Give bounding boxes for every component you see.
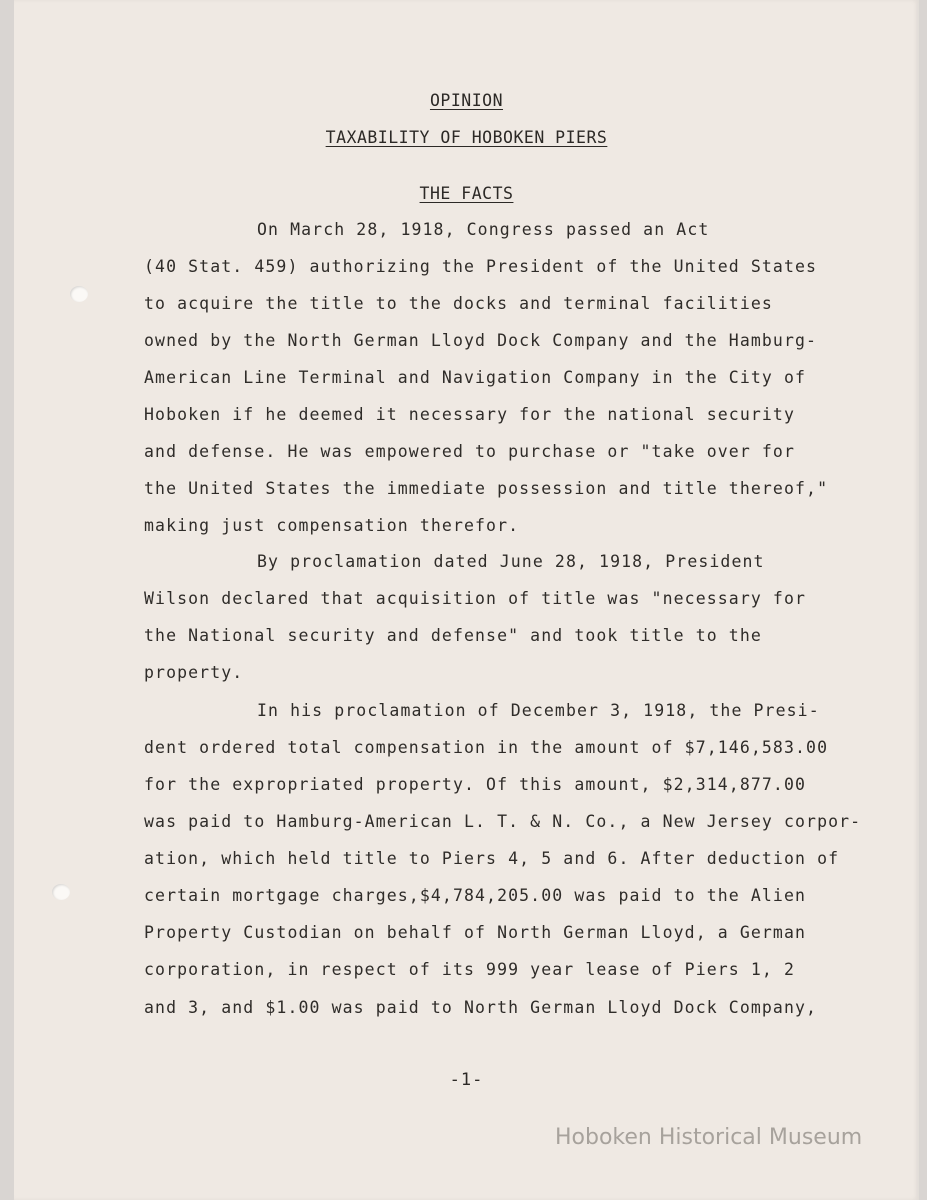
body-line: to acquire the title to the docks and terminal facilities [144,294,773,313]
body-line: and 3, and $1.00 was paid to North German Lloyd Dock Company, [144,998,818,1017]
body-line: making just compensation therefor. [144,516,520,535]
museum-watermark: Hoboken Historical Museum [555,1125,863,1150]
document-title: OPINION [429,91,504,110]
body-line: the National security and defense" and took title to the [144,626,762,645]
punch-hole-bottom [52,884,70,900]
body-line: Hoboken if he deemed it necessary for the national security [144,405,795,424]
body-line: Property Custodian on behalf of North German Lloyd, a German [144,923,807,942]
body-line: Wilson declared that acquisition of title was "necessary for [144,589,807,608]
body-line: (40 Stat. 459) authorizing the President of the United States [144,257,818,276]
body-line: for the expropriated property. Of this amount, $2,314,877.00 [144,775,807,794]
section-heading: THE FACTS [419,184,514,203]
body-line: In his proclamation of December 3, 1918, the Presi- [257,701,820,720]
body-line: dent ordered total compensation in the amount of $7,146,583.00 [144,738,829,757]
body-line: owned by the North German Lloyd Dock Company and the Hamburg- [144,331,818,350]
page-number: -1- [449,1070,484,1090]
document-page [14,0,919,1200]
body-line: the United States the immediate possession and title thereof," [144,479,829,498]
body-line: On March 28, 1918, Congress passed an Act [257,220,710,239]
body-line: certain mortgage charges,$4,784,205.00 was paid to the Alien [144,886,807,905]
document-subtitle: TAXABILITY OF HOBOKEN PIERS [325,128,608,147]
body-line: ation, which held title to Piers 4, 5 and 6. After deduction of [144,849,840,868]
body-line: was paid to Hamburg-American L. T. & N. Co., a New Jersey corpor- [144,812,862,831]
punch-hole-top [70,286,88,302]
body-line: By proclamation dated June 28, 1918, President [257,552,765,571]
body-line: American Line Terminal and Navigation Company in the City of [144,368,807,387]
body-line: property. [144,663,244,682]
body-line: corporation, in respect of its 999 year lease of Piers 1, 2 [144,960,795,979]
body-line: and defense. He was empowered to purchase or "take over for [144,442,795,461]
